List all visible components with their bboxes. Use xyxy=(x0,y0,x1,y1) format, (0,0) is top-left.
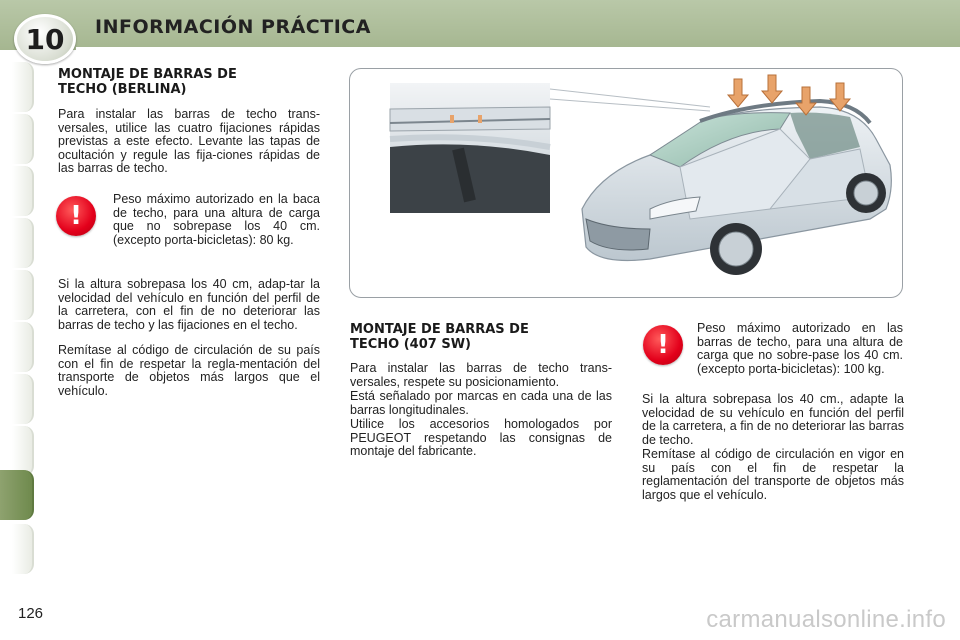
page-title: INFORMACIÓN PRÁCTICA xyxy=(95,16,371,38)
chapter-tab-7[interactable] xyxy=(12,374,34,424)
chapter-badge: 10 xyxy=(14,14,76,64)
marks-paragraph-407sw: Está señalado por marcas en cada una de las barras longitudinales. xyxy=(350,389,612,417)
exclamation-icon: ! xyxy=(56,196,96,236)
chapter-tab-3[interactable] xyxy=(12,166,34,216)
regulation-paragraph-407sw: Remítase al código de circulación en vigor en su país con el fin de respetar la reglamentación del transporte de objetos más largos que el vehículo. xyxy=(642,447,904,502)
speed-paragraph-berlina: Si la altura sobrepasa los 40 cm, adap-tar la velocidad del vehículo en función del perfil de la carretera, con el fin de no deteriorar las barras de techo y las fijaciones en el techo. xyxy=(58,277,320,332)
warning-text-berlina: Peso máximo autorizado en la baca de techo, para una altura de carga que no sobrepase los 40 cm. (excepto porta-bicicletas): 80 kg. xyxy=(113,192,320,247)
chapter-tab-1[interactable] xyxy=(12,62,34,112)
intro-paragraph-407sw: Para instalar las barras de techo trans-versales, respete su posicionamiento. xyxy=(350,361,612,389)
car-illustration-frame xyxy=(349,68,903,298)
page-number: 126 xyxy=(18,605,44,622)
chapter-tab-8[interactable] xyxy=(12,426,34,476)
chapter-tab-4[interactable] xyxy=(12,218,34,268)
chapter-tab-5[interactable] xyxy=(12,270,34,320)
chapter-tab-2[interactable] xyxy=(12,114,34,164)
chapter-tab-11[interactable] xyxy=(12,524,34,574)
arrow-2 xyxy=(762,75,782,103)
section-title-berlina: MONTAJE DE BARRAS DE TECHO (BERLINA) xyxy=(58,67,237,97)
chapter-tab-6[interactable] xyxy=(12,322,34,372)
arrow-1 xyxy=(728,79,748,107)
car-body xyxy=(582,101,891,275)
warning-text-407sw: Peso máximo autorizado en las barras de techo, para una altura de carga que no sobre-pase los 40 cm. (excepto porta-bicicletas): 100 kg. xyxy=(697,321,903,376)
section-title-407sw: MONTAJE DE BARRAS DE TECHO (407 SW) xyxy=(350,322,529,352)
chapter-tab-10-active[interactable] xyxy=(0,470,34,520)
header-underline xyxy=(76,47,960,50)
watermark: carmanualsonline.info xyxy=(706,606,946,633)
speed-paragraph-407sw: Si la altura sobrepasa los 40 cm., adapte la velocidad de su vehículo en función del perfil de la carretera, a fin de no deteriorar las barras de techo. xyxy=(642,392,904,447)
car-illustration xyxy=(350,69,902,297)
exclamation-icon: ! xyxy=(643,325,683,365)
regulation-paragraph-berlina: Remítase al código de circulación de su país con el fin de respetar la regla-mentación del transporte de objetos más largos que el vehículo. xyxy=(58,343,320,398)
intro-paragraph-berlina: Para instalar las barras de techo trans-versales, utilice las cuatro fijaciones rápidas previstas a este efecto. Levante las tapas de ocultación y regule las fija-ciones rápidas de las barras de techo. xyxy=(58,107,320,176)
accessories-paragraph-407sw: Utilice los accesorios homologados por PEUGEOT respetando las consignas de montaje del fabricante. xyxy=(350,417,612,459)
chapter-tabs xyxy=(0,62,34,578)
